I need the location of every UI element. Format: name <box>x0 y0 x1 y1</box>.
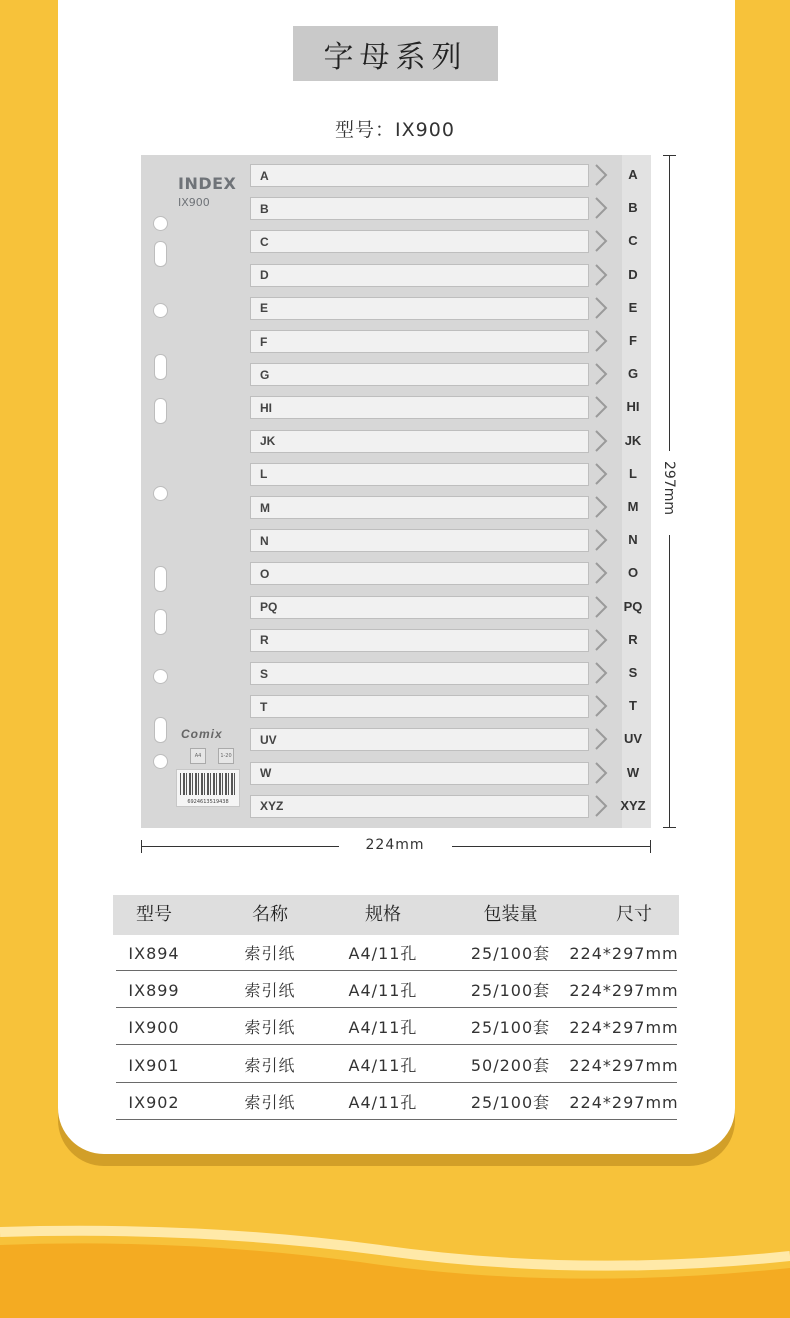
chevron-right-icon <box>594 561 608 585</box>
cell-package: 25/100套 <box>470 1018 551 1038</box>
cell-package: 25/100套 <box>470 944 551 963</box>
chevron-right-icon <box>594 661 608 685</box>
cell-model: IX900 <box>128 1018 180 1038</box>
divider-row: HI <box>250 396 589 419</box>
cell-package: 50/200套 <box>470 1055 551 1075</box>
divider-row: XYZ <box>250 795 589 818</box>
tab-label: E <box>628 299 638 315</box>
cell-name: 索引纸 <box>244 1018 296 1038</box>
width-dimension-label: 224mm <box>365 837 425 853</box>
divider-row: R <box>250 629 589 652</box>
divider-row: G <box>250 363 589 386</box>
chevron-right-icon <box>594 329 608 353</box>
index-model-code: IX900 <box>178 196 210 209</box>
chevron-right-icon <box>594 794 608 818</box>
brand-logo: Comix <box>181 727 223 741</box>
divider-row: E <box>250 297 589 320</box>
table-row-divider <box>116 1044 677 1045</box>
cell-name: 索引纸 <box>244 981 296 1001</box>
punch-hole <box>153 303 168 318</box>
tab-label: G <box>627 366 639 382</box>
punch-hole <box>153 669 168 684</box>
tab-label: XYZ <box>620 797 646 813</box>
height-dimension-label: 297mm <box>661 461 677 515</box>
divider-row: PQ <box>250 596 589 619</box>
chevron-right-icon <box>594 296 608 320</box>
tab-label: UV <box>623 731 643 747</box>
tab-label: C <box>628 233 638 249</box>
cell-size: 224*297mm <box>569 1055 679 1075</box>
chevron-right-icon <box>594 362 608 386</box>
tab-label: S <box>628 665 638 680</box>
width-dimension-line <box>452 846 651 847</box>
tab-label: F <box>629 333 637 348</box>
cell-spec: A4/11孔 <box>348 1018 418 1038</box>
width-dimension-line <box>141 846 339 847</box>
model-label: 型号：IX900 <box>335 119 455 141</box>
tab-label: JK <box>624 432 642 448</box>
cell-spec: A4/11孔 <box>348 1055 418 1075</box>
cell-spec: A4/11孔 <box>348 1092 418 1112</box>
divider-row: O <box>250 562 589 585</box>
table-row-divider <box>116 1007 677 1008</box>
index-heading: INDEX <box>178 174 237 193</box>
chevron-right-icon <box>594 595 608 619</box>
tab-label: M <box>627 499 639 514</box>
range-box: 1-20 <box>218 748 234 764</box>
chevron-right-icon <box>594 628 608 652</box>
cell-model: IX894 <box>128 944 180 963</box>
series-title: 字母系列 <box>293 26 498 81</box>
punch-hole <box>153 486 168 501</box>
tab-label: L <box>629 465 637 481</box>
cell-name: 索引纸 <box>244 944 296 963</box>
chevron-right-icon <box>594 462 608 486</box>
width-dimension-cap <box>650 840 651 853</box>
punch-hole <box>154 609 167 635</box>
tab-strip <box>622 155 651 828</box>
divider-row: W <box>250 762 589 785</box>
punch-hole <box>153 754 168 769</box>
punch-hole <box>154 566 167 592</box>
chevron-right-icon <box>594 163 608 187</box>
divider-row: B <box>250 197 589 220</box>
divider-row: JK <box>250 430 589 453</box>
punch-hole <box>154 354 167 380</box>
barcode-bars <box>180 773 236 795</box>
cell-size: 224*297mm <box>569 1018 679 1038</box>
tab-label: T <box>629 698 637 714</box>
cell-model: IX899 <box>128 981 180 1001</box>
tab-label: PQ <box>623 598 643 614</box>
chevron-right-icon <box>594 528 608 552</box>
cell-name: 索引纸 <box>244 1092 296 1112</box>
punch-hole <box>154 241 167 267</box>
punch-hole <box>153 216 168 231</box>
header-size: 尺寸 <box>616 904 652 925</box>
cell-size: 224*297mm <box>569 981 679 1001</box>
tab-label: N <box>628 532 638 548</box>
divider-row: D <box>250 264 589 287</box>
chevron-right-icon <box>594 196 608 220</box>
chevron-right-icon <box>594 495 608 519</box>
cell-package: 25/100套 <box>470 981 551 1001</box>
tab-label: W <box>626 764 640 780</box>
table-row-divider <box>116 970 677 971</box>
divider-row: L <box>250 463 589 486</box>
divider-row: A <box>250 164 589 187</box>
punch-hole <box>154 717 167 743</box>
divider-row: S <box>250 662 589 685</box>
tab-label: O <box>627 565 639 581</box>
chevron-right-icon <box>594 229 608 253</box>
divider-row: N <box>250 529 589 552</box>
divider-row: M <box>250 496 589 519</box>
cell-spec: A4/11孔 <box>348 944 418 963</box>
chevron-right-icon <box>594 727 608 751</box>
cell-model: IX901 <box>128 1055 180 1075</box>
cell-spec: A4/11孔 <box>348 981 418 1001</box>
tab-label: HI <box>626 399 640 415</box>
chevron-right-icon <box>594 263 608 287</box>
chevron-right-icon <box>594 395 608 419</box>
cell-name: 索引纸 <box>244 1055 296 1075</box>
tab-label: R <box>628 631 638 647</box>
header-spec: 规格 <box>365 904 401 925</box>
barcode-digits: 6924613519438 <box>187 799 229 805</box>
barcode <box>176 769 240 807</box>
cell-package: 25/100套 <box>470 1092 551 1112</box>
divider-row: F <box>250 330 589 353</box>
cell-model: IX902 <box>128 1092 180 1112</box>
cell-size: 224*297mm <box>569 1092 679 1112</box>
table-row-divider <box>116 1119 677 1120</box>
tab-label: A <box>628 167 638 182</box>
tab-label: B <box>628 200 638 216</box>
header-package: 包装量 <box>483 904 538 925</box>
header-name: 名称 <box>252 904 288 925</box>
header-model: 型号 <box>136 904 172 925</box>
chevron-right-icon <box>594 429 608 453</box>
punch-hole <box>154 398 167 424</box>
divider-row: C <box>250 230 589 253</box>
chevron-right-icon <box>594 761 608 785</box>
cell-size: 224*297mm <box>569 944 679 963</box>
size-box: A4 <box>190 748 206 764</box>
divider-row: T <box>250 695 589 718</box>
tab-label: D <box>628 266 638 282</box>
chevron-right-icon <box>594 694 608 718</box>
divider-row: UV <box>250 728 589 751</box>
